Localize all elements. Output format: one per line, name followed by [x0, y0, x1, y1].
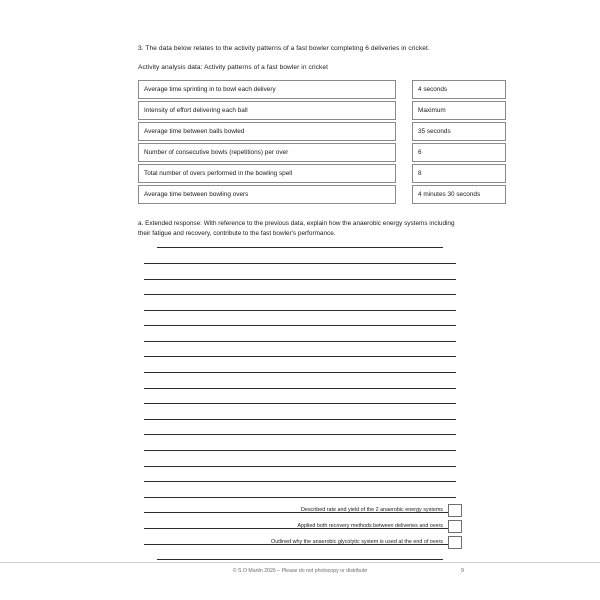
- page-footer: [0, 562, 600, 588]
- question-intro: 3. The data below relates to the activity patterns of a fast bowler completing 6 deliveries in cricket.: [138, 45, 430, 52]
- answer-line[interactable]: [144, 434, 455, 435]
- checklist-checkbox[interactable]: [448, 504, 462, 517]
- answer-line[interactable]: [144, 341, 455, 342]
- row-label: Average time between balls bowled: [138, 122, 396, 141]
- table-row: [138, 122, 506, 141]
- table-row: [138, 164, 506, 183]
- table-row: [138, 80, 506, 99]
- cell-spacer: [396, 185, 412, 204]
- answer-line[interactable]: [144, 450, 455, 451]
- row-value: Maximum: [412, 101, 506, 120]
- self-check-list: [138, 504, 462, 552]
- answer-line[interactable]: [157, 559, 442, 560]
- row-value: 4 seconds: [412, 80, 506, 99]
- checklist-label: Applied both recovery methods between deliveries and overs: [297, 523, 443, 530]
- checklist-row: [138, 536, 462, 549]
- answer-line[interactable]: [144, 388, 455, 389]
- row-label: Intensity of effort delivering each ball: [138, 101, 396, 120]
- row-label: Average time sprinting in to bowl each delivery: [138, 80, 396, 99]
- footer-copyright: © S O Martin 2026 – Please do not photocopy or distribute: [232, 568, 368, 574]
- table-row: [138, 101, 506, 120]
- row-value: 8: [412, 164, 506, 183]
- cell-spacer: [396, 101, 412, 120]
- row-value: 35 seconds: [412, 122, 506, 141]
- checklist-row: [138, 504, 462, 517]
- answer-line[interactable]: [157, 247, 442, 248]
- question-sub-intro: Activity analysis data: Activity patterns of a fast bowler in cricket: [138, 63, 328, 71]
- table-row: [138, 143, 506, 162]
- answer-line[interactable]: [144, 372, 455, 373]
- answer-line[interactable]: [144, 466, 455, 467]
- checklist-checkbox[interactable]: [448, 536, 462, 549]
- answer-line[interactable]: [144, 310, 455, 311]
- row-label: Number of consecutive bowls (repetitions) per over: [138, 143, 396, 162]
- footer-inner: [138, 568, 462, 588]
- answer-line[interactable]: [144, 419, 455, 420]
- extended-response-prompt: a. Extended response: With reference to the previous data, explain how the anaerobic energy systems including their fatigue and recovery, contribute to the fast bowler's performance.: [138, 220, 455, 237]
- answer-line[interactable]: [144, 497, 455, 498]
- row-value: 4 minutes 30 seconds: [412, 185, 506, 204]
- answer-line[interactable]: [144, 325, 455, 326]
- row-value: 6: [412, 143, 506, 162]
- cell-spacer: [396, 122, 412, 141]
- checklist-row: [138, 520, 462, 533]
- row-label: Total number of overs performed in the bowling spell: [138, 164, 396, 183]
- cell-spacer: [396, 80, 412, 99]
- answer-line[interactable]: [144, 294, 455, 295]
- answer-line[interactable]: [144, 481, 455, 482]
- checklist-checkbox[interactable]: [448, 520, 462, 533]
- table-body: [138, 80, 506, 204]
- answer-line[interactable]: [144, 263, 455, 264]
- row-label: Average time between bowling overs: [138, 185, 396, 204]
- cell-spacer: [396, 143, 412, 162]
- checklist-label: Described rate and yield of the 2 anaerobic energy systems: [300, 507, 443, 514]
- answer-line[interactable]: [144, 403, 455, 404]
- activity-analysis-table: [138, 78, 506, 206]
- footer-page-number: 9: [460, 568, 464, 574]
- answer-line[interactable]: [144, 279, 455, 280]
- cell-spacer: [396, 164, 412, 183]
- answer-line[interactable]: [144, 356, 455, 357]
- table-row: [138, 185, 506, 204]
- checklist-label: Outlined why the anaerobic glycolytic system is used at the end of overs: [271, 539, 443, 546]
